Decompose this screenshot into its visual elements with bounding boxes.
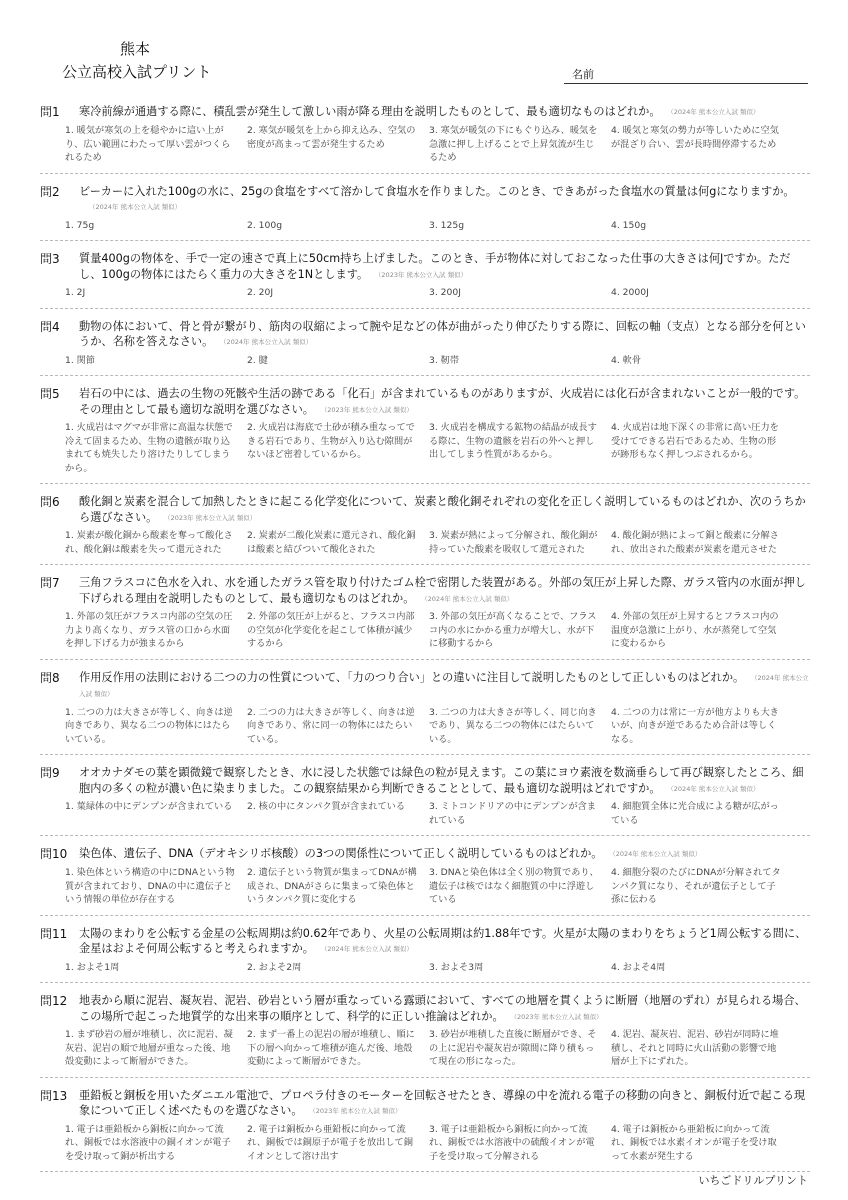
- footer-brand: いちごドリルプリント: [698, 1174, 808, 1187]
- choice-list: [65, 800, 810, 827]
- choice-option[interactable]: 1. 二つの力は大きさが等しく、向きは逆向きであり、異なる二つの物体にはたらいている。: [65, 706, 233, 745]
- question-number: 問8: [40, 670, 60, 685]
- title-prefecture: 熊本: [120, 40, 151, 58]
- question-header: [40, 846, 810, 863]
- choice-option[interactable]: 3. DNAと染色体は全く別の物質であり、遺伝子は核ではなく細胞質の中に浮遊している: [429, 867, 599, 905]
- choice-option[interactable]: 3. ミトコンドリアの中にデンプンが含まれている: [429, 801, 596, 826]
- question-text: [79, 1088, 810, 1120]
- choice-list: [65, 866, 810, 907]
- question-text: [79, 386, 810, 418]
- question-body: 寒冷前線が通過する際に、積乱雲が発生して激しい雨が降る理由を説明したものとして、最も適切なものはどれか。: [79, 105, 661, 118]
- choice-option[interactable]: 3. 靭帯: [429, 354, 460, 366]
- choice-option[interactable]: 1. 関節: [65, 354, 96, 366]
- choice-list: [65, 706, 810, 747]
- question-body: 作用反作用の法則における二つの力の性質について、「力のつり合い」との違いに注目して説明したものとして正しいものはどれか。: [79, 670, 745, 684]
- question-block: [40, 315, 810, 377]
- question-number: 問3: [40, 252, 60, 266]
- choice-option[interactable]: 2. およそ2周: [247, 961, 302, 973]
- question-text: [79, 251, 810, 283]
- question-body: 染色体、遺伝子、DNA（デオキシリボ核酸）の3つの関係性について正しく説明しているものはどれか。: [79, 847, 603, 860]
- question-block: [40, 922, 810, 984]
- choice-option[interactable]: 4. 外部の気圧が上昇するとフラスコ内の温度が急激に上がり、水が蒸発して空気に変わるから: [611, 611, 779, 649]
- question-body: 地表から順に泥岩、凝灰岩、泥岩、砂岩という層が重なっている露頭において、すべての地層を貫くように断層（地層のずれ）が見られる場合、この場所で起こった地質学的な出来事の順序として、科学的に正しい推論はどれか。: [79, 994, 806, 1023]
- question-text: [79, 670, 810, 703]
- choice-list: [65, 1028, 810, 1069]
- question-body: 亜鉛板と銅板を用いたダニエル電池で、プロペラ付きのモーターを回転させたとき、導線の中を流れる電子の移動の向きと、銅板付近で起こる現象について正しく述べたものを選びなさい。: [79, 1088, 806, 1117]
- choice-option[interactable]: 4. 2000J: [611, 287, 649, 298]
- choice-option[interactable]: 2. 腱: [247, 354, 268, 366]
- question-body: 酸化銅と炭素を混合して加熱したときに起こる化学変化について、炭素と酸化銅それぞれの変化を正しく説明しているものはどれか、次のうちから選びなさい。: [79, 495, 806, 524]
- choice-option[interactable]: 2. 火成岩は海底で土砂が積み重なってできる岩石であり、生物が入り込む隙間がないほど密着しているから。: [247, 422, 415, 460]
- question-body: ビーカーに入れた100gの水に、25gの食塩をすべて溶かして食塩水を作りました。このとき、できあがった食塩水の質量は何gになりますか。: [79, 184, 795, 198]
- question-number: 問2: [40, 184, 60, 199]
- question-text: [79, 494, 810, 526]
- name-label: 名前: [572, 68, 594, 81]
- question-text: [79, 993, 810, 1025]
- choice-option[interactable]: 2. 外部の気圧が上がると、フラスコ内部の空気が化学変化を起こして体積が減少するから: [247, 611, 415, 649]
- choice-option[interactable]: 4. およそ4周: [611, 961, 666, 973]
- choice-option[interactable]: 1. 2J: [65, 287, 86, 298]
- choice-option[interactable]: 4. 150g: [611, 219, 647, 231]
- choice-option[interactable]: 1. 火成岩はマグマが非常に高温な状態で冷えて固まるため、生物の遺骸が取り込まれても焼失したり溶けたりしてしまうから。: [65, 422, 233, 474]
- question-block: [40, 247, 810, 309]
- question-number: 問4: [40, 319, 60, 334]
- choice-option[interactable]: 4. 暖気と寒気の勢力が等しいために空気が混ざり合い、雲が長時間停滞するため: [611, 125, 779, 150]
- question-header: [40, 251, 810, 283]
- question-header: [40, 494, 810, 526]
- question-source: （2024年 熊本公立入試 類似）: [223, 338, 313, 346]
- choice-option[interactable]: 1. 75g: [65, 219, 95, 231]
- question-source: （2024年 熊本公立入試 類似）: [89, 203, 182, 211]
- question-text: [79, 765, 810, 797]
- choice-option[interactable]: 4. 電子は銅板から亜鉛板に向かって流れ、銅板では水素イオンが電子を受け取って水素が発生する: [611, 1123, 777, 1162]
- choice-option[interactable]: 1. 染色体という構造の中にDNAという物質が含まれており、DNAの中に遺伝子という情報の単位が存在する: [65, 867, 235, 905]
- choice-option[interactable]: 4. 細胞質全体に光合成による糖が広がっている: [611, 801, 779, 826]
- question-header: [40, 926, 810, 958]
- question-number: 問9: [40, 766, 60, 780]
- question-text: [79, 575, 810, 607]
- question-source: （2024年 熊本公立入試 類似）: [670, 784, 760, 793]
- question-source: （2023年 熊本公立入試 類似）: [167, 513, 257, 522]
- question-number: 問1: [40, 105, 60, 119]
- question-text: [79, 846, 810, 863]
- choice-option[interactable]: 1. 炭素が酸化銅から酸素を奪って酸化され、酸化銅は酸素を失って還元された: [65, 530, 233, 555]
- question-body: 岩石の中には、過去の生物の死骸や生活の跡である「化石」が含まれているものがありますが、火成岩には化石が含まれないことが一般的です。その理由として最も適切な説明を選びなさい。: [79, 387, 806, 416]
- question-header: [40, 993, 810, 1025]
- choice-option[interactable]: 4. 酸化銅が熱によって銅と酸素に分解され、放出された酸素が炭素を還元させた: [611, 530, 779, 555]
- question-text: [79, 184, 810, 216]
- question-header: [40, 670, 810, 703]
- choice-option[interactable]: 4. 細胞分裂のたびにDNAが分解されてタンパク質になり、それが遺伝子として子孫に伝わる: [611, 867, 781, 905]
- choice-option[interactable]: 3. およそ3周: [429, 961, 484, 973]
- name-field[interactable]: [564, 64, 808, 84]
- choice-list: [65, 421, 810, 475]
- choice-option[interactable]: 2. 100g: [247, 219, 283, 231]
- question-block: [40, 842, 810, 916]
- question-block: [40, 490, 810, 565]
- question-body: 太陽のまわりを公転する金星の公転周期は約0.62年であり、火星の公転周期は約1.88年です。火星が太陽のまわりをちょうど1周公転する間に、金星はおよそ何周公転すると考えられますか。: [79, 926, 807, 955]
- choice-option[interactable]: 4. 火成岩は地下深くの非常に高い圧力を受けてできる岩石であるため、生物の形が跡形もなく押しつぶされるから。: [611, 422, 779, 460]
- question-header: [40, 1088, 810, 1120]
- question-header: [40, 319, 810, 351]
- choice-list: [65, 219, 810, 233]
- choice-option[interactable]: 1. 葉緑体の中にデンプンが含まれている: [65, 801, 233, 812]
- choice-option[interactable]: 1. 電子は亜鉛板から銅板に向かって流れ、銅板では水溶液中の銅イオンが電子を受け取って銅が析出する: [65, 1123, 231, 1162]
- question-list: [40, 100, 810, 1178]
- choice-list: [65, 124, 810, 165]
- choice-option[interactable]: 3. 寒気が暖気の下にもぐり込み、暖気を急激に押し上げることで上昇気流が生じるため: [429, 125, 598, 163]
- question-body: 三角フラスコに色水を入れ、水を通したガラス管を取り付けたゴム栓で密閉した装置がある。外部の気圧が上昇した際、ガラス管内の水面が押し下げられる理由を説明したものとして、最も適切なものはどれか。: [79, 576, 806, 605]
- choice-list: [65, 286, 810, 300]
- choice-option[interactable]: 4. 泥岩、凝灰岩、泥岩、砂岩が同時に堆積し、それと同時に火山活動の影響で地層が上下にずれた。: [611, 1029, 779, 1067]
- question-number: 問5: [40, 387, 60, 401]
- choice-option[interactable]: 3. 炭素が熱によって分解され、酸化銅が持っていた酸素を吸収して還元された: [429, 530, 598, 555]
- question-source: （2024年 熊本公立入試 類似）: [79, 673, 809, 698]
- question-text: [79, 926, 810, 958]
- question-header: [40, 386, 810, 418]
- question-number: 問12: [40, 994, 68, 1008]
- choice-option[interactable]: 3. 200J: [429, 287, 461, 298]
- choice-option[interactable]: 2. 二つの力は大きさが等しく、向きは逆向きであり、常に同一の物体にはたらいている。: [247, 706, 415, 745]
- question-number: 問11: [40, 926, 68, 941]
- question-number: 問13: [40, 1088, 68, 1103]
- choice-list: [65, 610, 810, 651]
- choice-option[interactable]: 2. まず一番上の泥岩の層が堆積し、順に下の層へ向かって堆積が進んだ後、地殻変動によって断層ができた。: [247, 1029, 415, 1067]
- choice-option[interactable]: 3. 砂岩が堆積した直後に断層ができ、その上に泥岩や凝灰岩が隙間に降り積もって現在の形になった。: [429, 1029, 597, 1067]
- choice-list: [65, 1123, 810, 1164]
- question-source: （2023年 熊本公立入試 類似）: [312, 1107, 402, 1115]
- question-text: [79, 319, 810, 351]
- choice-option[interactable]: 2. 20J: [247, 287, 274, 298]
- choice-option[interactable]: 2. 遺伝子という物質が集まってDNAが構成され、DNAがさらに集まって染色体というタンパク質に変化する: [247, 867, 417, 905]
- question-header: [40, 575, 810, 607]
- question-source: （2024年 熊本公立入試 類似）: [612, 850, 702, 858]
- choice-option[interactable]: 2. 核の中にタンパク質が含まれている: [247, 801, 406, 812]
- question-text: [79, 104, 810, 121]
- question-body: 動物の体において、骨と骨が繋がり、筋肉の収縮によって腕や足などの体が曲がったり伸びたりする際に、回転の軸（支点）となる部分を何というか、名称を答えなさい。: [79, 319, 806, 348]
- question-source: （2023年 熊本公立入試 類似）: [378, 270, 468, 279]
- question-header: [40, 184, 810, 216]
- question-source: （2023年 熊本公立入試 類似）: [323, 405, 413, 414]
- question-block: [40, 989, 810, 1078]
- question-source: （2023年 熊本公立入試 類似）: [513, 1012, 603, 1021]
- page-title: 公立高校入試プリント: [62, 63, 212, 81]
- question-source: （2024年 熊本公立入試 類似）: [424, 594, 514, 603]
- choice-option[interactable]: 1. およそ1周: [65, 961, 120, 973]
- choice-list: [65, 354, 810, 368]
- question-block: [40, 666, 810, 756]
- question-header: [40, 765, 810, 797]
- choice-option[interactable]: 3. 125g: [429, 219, 465, 231]
- question-body: 質量400gの物体を、手で一定の速さで真上に50cm持ち上げました。このとき、手が物体に対しておこなった仕事の大きさは何Jですか。ただし、100gの物体にはたらく重力の大きさを1Nとします。: [79, 252, 791, 281]
- question-number: 問6: [40, 495, 60, 509]
- question-block: [40, 382, 810, 484]
- choice-option[interactable]: 1. 暖気が寒気の上を穏やかに這い上がり、広い範囲にわたって厚い雲がつくられるため: [65, 125, 231, 163]
- choice-option[interactable]: 3. 電子は亜鉛板から銅板に向かって流れ、銅板では水溶液中の硫酸イオンが電子を受け取って分解される: [429, 1123, 595, 1162]
- choice-list: [65, 529, 810, 556]
- question-body: オオカナダモの葉を顕微鏡で観察したとき、水に浸した状態では緑色の粒が見えます。この葉にヨウ素液を数滴垂らして再び観察したところ、細胞内の多くの粒が濃い色に染まりました。この観察結果から判断できることとして、最も適切な説明はどれですか。: [79, 766, 804, 795]
- choice-option[interactable]: 3. 二つの力は大きさが等しく、同じ向きであり、異なる二つの物体にはたらいている。: [429, 706, 597, 745]
- choice-option[interactable]: 2. 炭素が二酸化炭素に還元され、酸化銅は酸素と結びついて酸化された: [247, 530, 416, 555]
- choice-option[interactable]: 1. 外部の気圧がフラスコ内部の空気の圧力より高くなり、ガラス管の口から水面を押し下げる力が強まるから: [65, 611, 233, 649]
- choice-option[interactable]: 1. まず砂岩の層が堆積し、次に泥岩、凝灰岩、泥岩の順で地層が重なった後、地殻変動によって断層ができた。: [65, 1029, 233, 1067]
- question-block: [40, 100, 810, 174]
- choice-option[interactable]: 3. 火成岩を構成する鉱物の結晶が成長する際に、生物の遺骸を岩石の外へと押し出してしまう性質があるから。: [429, 422, 597, 460]
- question-source: （2024年 熊本公立入試 類似）: [323, 945, 413, 953]
- question-number: 問10: [40, 847, 68, 861]
- question-block: [40, 180, 810, 242]
- question-block: [40, 761, 810, 836]
- choice-option[interactable]: 3. 外部の気圧が高くなることで、フラスコ内の水にかかる重力が増大し、水が下に移動するから: [429, 611, 597, 649]
- question-number: 問7: [40, 576, 60, 590]
- choice-option[interactable]: 2. 寒気が暖気を上から抑え込み、空気の密度が高まって雲が発生するため: [247, 125, 416, 150]
- question-source: （2024年 熊本公立入試 類似）: [670, 108, 760, 116]
- question-header: [40, 104, 810, 121]
- choice-option[interactable]: 2. 電子は銅板から亜鉛板に向かって流れ、銅板では銅原子が電子を放出して銅イオンとして溶け出す: [247, 1123, 413, 1162]
- question-block: [40, 1084, 810, 1173]
- choice-option[interactable]: 4. 軟骨: [611, 354, 642, 366]
- choice-list: [65, 961, 810, 975]
- choice-option[interactable]: 4. 二つの力は常に一方が他方よりも大きいが、向きが逆であるため合計は等しくなる。: [611, 706, 779, 745]
- question-block: [40, 571, 810, 660]
- page-header: [0, 0, 848, 100]
